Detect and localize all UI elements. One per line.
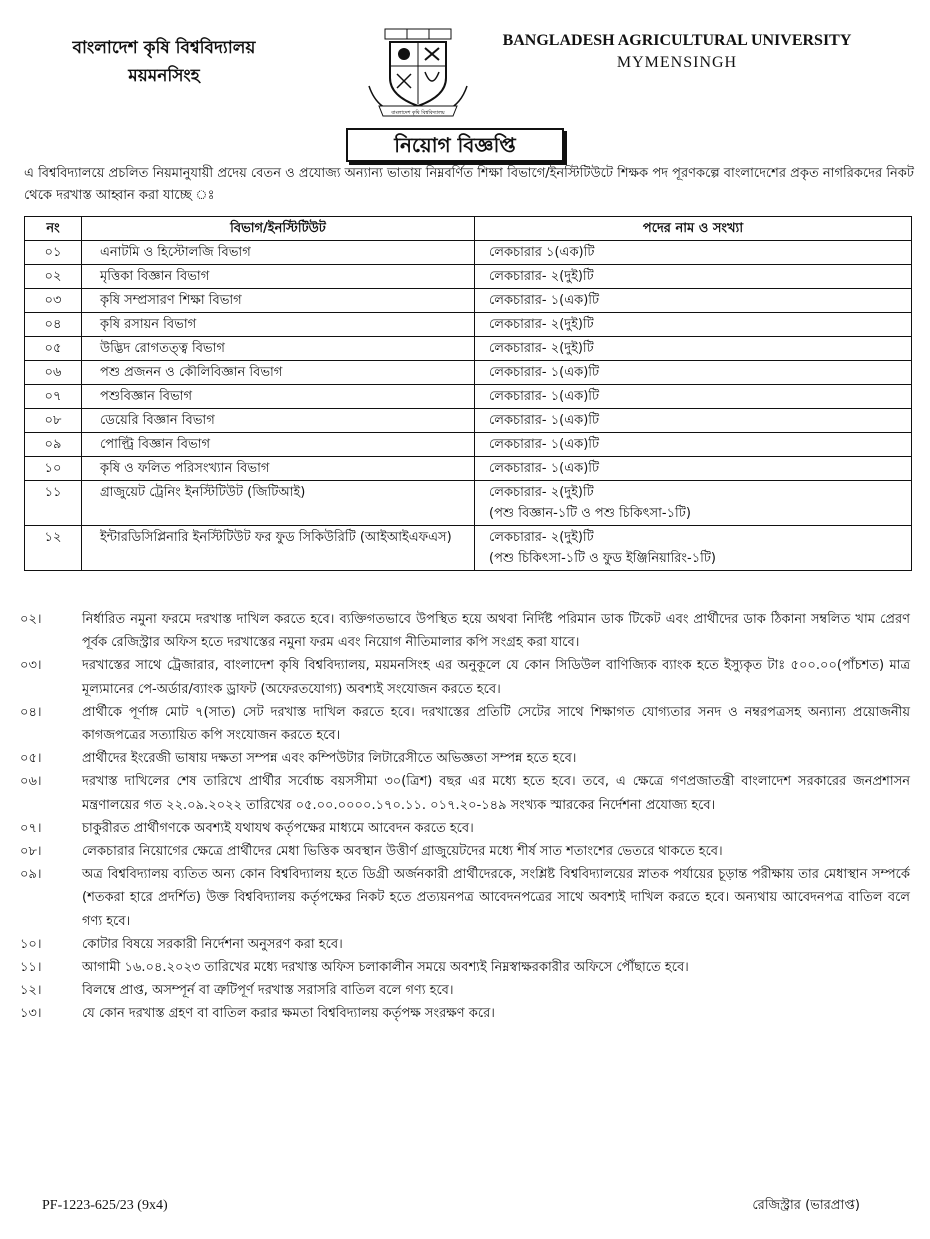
term-number: ০৬। — [20, 774, 42, 790]
term-text: অত্র বিশ্ববিদ্যালয় ব্যতিত অন্য কোন বিশ্ববিদ্যালয় হতে ডিগ্রী অর্জনকারী প্রার্থীদেরকে, সংশ্লিষ্ট বিশ্ববিদ্যালয়ের স্নাতক পর্যায়ের চূড়ান্ত পরীক্ষায় তার মেধাস্থান সম্পর্কে (শতকরা হারে প্রদর্শিত) উক্ত বিশ্ববিদ্যালয় কর্তৃপক্ষের নিকট হতে প্রত্যয়নপত্র আবেদনপত্রের সাথে অবশ্যই দাখিল করতে হবে। অন্যথায় আবেদনপত্র বাতিল বলে গণ্য হবে। — [82, 867, 910, 929]
row-number: ০৪ — [25, 313, 82, 337]
table-row — [25, 481, 912, 526]
term-text: কোটার বিষয়ে সরকারী নির্দেশনা অনুসরণ করা হবে। — [82, 936, 343, 952]
row-department: উদ্ভিদ রোগতত্ত্ব বিভাগ — [82, 337, 475, 361]
row-number: ০৮ — [25, 409, 82, 433]
table-row — [25, 265, 912, 289]
row-number: ১২ — [25, 526, 82, 571]
term-item — [18, 701, 910, 747]
term-item — [18, 979, 910, 1002]
term-item — [18, 956, 910, 979]
row-department: পশুবিজ্ঞান বিভাগ — [82, 385, 475, 409]
term-text: প্রার্থীকে পূর্ণাঙ্গ মোট ৭(সাত) সেট দরখাস্ত দাখিল করতে হবে। দরখাস্তের প্রতিটি সেটের সাথে শিক্ষাগত যোগ্যতার সনদ ও নম্বরপত্রসহ অন্যান্য প্রয়োজনীয় কাগজপত্রের সত্যায়িত কপি সংযোজন করতে হবে। — [82, 704, 910, 744]
term-text: প্রার্থীদের ইংরেজী ভাষায় দক্ষতা সম্পন্ন এবং কম্পিউটার লিটারেসীতে অভিজ্ঞতা সম্পন্ন হতে হবে। — [82, 751, 577, 767]
row-post — [475, 409, 912, 433]
term-item — [18, 770, 910, 816]
row-post — [475, 289, 912, 313]
term-item — [18, 747, 910, 770]
row-number: ০৯ — [25, 433, 82, 457]
term-text: যে কোন দরখাস্ত গ্রহণ বা বাতিল করার ক্ষমতা বিশ্ববিদ্যালয় কর্তৃপক্ষ সংরক্ষণ করে। — [82, 1006, 495, 1022]
row-post — [475, 265, 912, 289]
post-title: লেকচারার- ২(দুই)টি — [489, 341, 594, 356]
table-row — [25, 457, 912, 481]
row-number: ০৫ — [25, 337, 82, 361]
term-text: লেকচারার নিয়োগের ক্ষেত্রে প্রার্থীদের মেধা ভিত্তিক অবস্থান উত্তীর্ণ গ্রাজুয়েটদের মধ্যে শীর্ষ সাত শতাংশের ভেতরে থাকতে হবে। — [82, 844, 723, 860]
post-title: লেকচারার- ১(এক)টি — [489, 389, 600, 404]
letterhead — [0, 0, 930, 120]
row-post — [475, 526, 912, 571]
notice-title: নিয়োগ বিজ্ঞপ্তি — [346, 128, 564, 162]
intro-paragraph: এ বিশ্ববিদ্যালয়ে প্রচলিত নিয়মানুযায়ী প্রদেয় বেতন ও প্রযোজ্য অন্যান্য ভাতায় নিম্নবর্ণিত শিক্ষা বিভাগে/ইনস্টিটিউটে শিক্ষক পদ পূরণকল্পে বাংলাদেশের প্রকৃত নাগরিকদের নিকট থেকে দরখাস্ত আহ্বান করা যাচ্ছে ঃ — [24, 166, 914, 203]
row-post — [475, 433, 912, 457]
row-department: কৃষি রসায়ন বিভাগ — [82, 313, 475, 337]
table-row — [25, 409, 912, 433]
post-breakdown: (পশু চিকিৎসা-১টি ও ফুড ইঞ্জিনিয়ারিং-১টি) — [489, 551, 716, 566]
term-item — [18, 1002, 910, 1025]
row-number: ০৬ — [25, 361, 82, 385]
term-number: ০৩। — [20, 658, 42, 674]
bn-name: বাংলাদেশ কৃষি বিশ্ববিদ্যালয় — [72, 38, 256, 58]
post-title: লেকচারার- ১(এক)টি — [489, 437, 600, 452]
term-number: ১১। — [20, 960, 42, 976]
row-post — [475, 337, 912, 361]
post-title: লেকচারার- ১(এক)টি — [489, 293, 600, 308]
term-number: ০৯। — [20, 867, 42, 883]
post-title: লেকচারার- ১(এক)টি — [489, 413, 600, 428]
header-no: নং — [25, 217, 82, 241]
table-row — [25, 433, 912, 457]
row-department: মৃত্তিকা বিজ্ঞান বিভাগ — [82, 265, 475, 289]
logo-ribbon-text: বাংলাদেশ কৃষি বিশ্ববিদ্যালয় — [391, 110, 445, 116]
post-title: লেকচারার- ১(এক)টি — [489, 365, 600, 380]
term-text: নির্ধারিত নমুনা ফরমে দরখাস্ত দাখিল করতে হবে। ব্যক্তিগতভাবে উপস্থিত হয়ে অথবা নির্দিষ্ট পরিমান ডাক টিকেট এবং প্রার্থীদের ডাক ঠিকানা সম্বলিত খাম প্রেরণ পূর্বক রেজিস্ট্রার অফিস হতে দরখাস্তের নমুনা ফরম এবং নিয়োগ নীতিমালার কপি সংগ্রহ করা যাবে। — [82, 612, 910, 651]
term-text: দরখাস্ত দাখিলের শেষ তারিখে প্রার্থীর সর্বোচ্চ বয়সসীমা ৩০(ত্রিশ) বছর এর মধ্যে হতে হবে। তবে, এ ক্ষেত্রে গণপ্রজাতন্ত্রী বাংলাদেশ সরকারের জনপ্রশাসন মন্ত্রণালয়ের গত ২২.০৯.২০২২ তারিখের ০৫.০০.০০০০.১৭০.১১. ০১৭.২০-১৪৯ সংখ্যক স্মারকের নির্দেশনা প্রযোজ্য হবে। — [82, 774, 910, 813]
post-title: লেকচারার- ২(দুই)টি — [489, 530, 594, 545]
header-dept: বিভাগ/ইনস্টিটিউট — [82, 217, 475, 241]
term-number: ১৩। — [20, 1006, 42, 1022]
term-item — [18, 840, 910, 863]
row-post — [475, 457, 912, 481]
term-number: ০৭। — [20, 820, 42, 836]
row-department: কৃষি ও ফলিত পরিসংখ্যান বিভাগ — [82, 457, 475, 481]
term-number: ১২। — [20, 983, 42, 999]
university-name-bangla — [44, 34, 284, 90]
row-department: পশু প্রজনন ও কৌলিবিজ্ঞান বিভাগ — [82, 361, 475, 385]
table-row — [25, 361, 912, 385]
term-item — [18, 933, 910, 956]
term-text: চাকুরীরত প্রার্থীগণকে অবশ্যই যথাযথ কর্তৃপক্ষের মাধ্যমে আবেদন করতে হবে। — [82, 820, 474, 836]
row-department: গ্রাজুয়েট ট্রেনিং ইনস্টিটিউট (জিটিআই) — [82, 481, 475, 526]
row-post — [475, 361, 912, 385]
university-name-english — [462, 30, 892, 74]
signatory: রেজিস্ট্রার (ভারপ্রাপ্ত) — [752, 1198, 860, 1213]
term-number: ০৮। — [20, 844, 42, 860]
row-department: ইন্টারডিসিপ্লিনারি ইনস্টিটিউট ফর ফুড সিকিউরিটি (আইআইএফএস) — [82, 526, 475, 571]
term-text: আগামী ১৬.০৪.২০২৩ তারিখের মধ্যে দরখাস্ত অফিস চলাকালীন সময়ে অবশ্যই নিম্নস্বাক্ষরকারীর অফিসে পৌঁছাতে হবে। — [82, 960, 689, 976]
term-text: দরখাস্তের সাথে ট্রেজারার, বাংলাদেশ কৃষি বিশ্ববিদ্যালয়, ময়মনসিংহ এর অনুকূলে যে কোন সিডিউল বাণিজ্যিক ব্যাংক হতে ইস্যুকৃত টাঃ ৫০০.০০(পাঁচশত) মাত্র মূল্যমানের পে-অর্ডার/ব্যাংক ড্রাফট (অফেরতযোগ্য) অবশ্যই সংযোজন করতে হবে। — [82, 658, 910, 697]
term-text: বিলম্বে প্রাপ্ত, অসম্পূর্ন বা ত্রুটিপূর্ণ দরখাস্ত সরাসরি বাতিল বলে গণ্য হবে। — [82, 983, 454, 999]
term-item — [18, 817, 910, 840]
term-item — [18, 654, 910, 700]
row-department: এনাটমি ও হিস্টোলজি বিভাগ — [82, 241, 475, 265]
post-breakdown: (পশু বিজ্ঞান-১টি ও পশু চিকিৎসা-১টি) — [489, 506, 691, 521]
post-title: লেকচারার ১(এক)টি — [489, 245, 595, 260]
row-post — [475, 481, 912, 526]
publication-ref: PF-1223-625/23 (9x4) — [42, 1198, 168, 1213]
row-post — [475, 385, 912, 409]
post-title: লেকচারার- ২(দুই)টি — [489, 269, 594, 284]
row-number: ১১ — [25, 481, 82, 526]
row-number: ০৭ — [25, 385, 82, 409]
row-number: ১০ — [25, 457, 82, 481]
term-number: ১০। — [20, 936, 42, 952]
row-department: পোল্ট্রি বিজ্ঞান বিভাগ — [82, 433, 475, 457]
row-number: ০২ — [25, 265, 82, 289]
table-row — [25, 385, 912, 409]
term-number: ০৫। — [20, 751, 42, 767]
table-header-row — [25, 217, 912, 241]
term-number: ০৪। — [20, 704, 42, 720]
table-body — [25, 241, 912, 571]
table-row — [25, 313, 912, 337]
table-row — [25, 526, 912, 571]
row-number: ০৩ — [25, 289, 82, 313]
post-title: লেকচারার- ১(এক)টি — [489, 461, 600, 476]
bn-city: ময়মনসিংহ — [128, 66, 200, 86]
post-title: লেকচারার- ২(দুই)টি — [489, 485, 594, 500]
row-post — [475, 241, 912, 265]
post-title: লেকচারার- ২(দুই)টি — [489, 317, 594, 332]
terms-list — [18, 608, 910, 1026]
posts-table — [24, 216, 912, 571]
row-department: ডেয়েরি বিজ্ঞান বিভাগ — [82, 409, 475, 433]
row-post — [475, 313, 912, 337]
table-row — [25, 241, 912, 265]
term-item — [18, 608, 910, 654]
row-department: কৃষি সম্প্রসারণ শিক্ষা বিভাগ — [82, 289, 475, 313]
table-row — [25, 337, 912, 361]
en-city: MYMENSINGH — [616, 54, 738, 71]
row-number: ০১ — [25, 241, 82, 265]
en-name: BANGLADESH AGRICULTURAL UNIVERSITY — [502, 32, 852, 49]
term-number: ০২। — [20, 612, 42, 627]
table-row — [25, 289, 912, 313]
term-item — [18, 863, 910, 933]
header-post: পদের নাম ও সংখ্যা — [475, 217, 912, 241]
